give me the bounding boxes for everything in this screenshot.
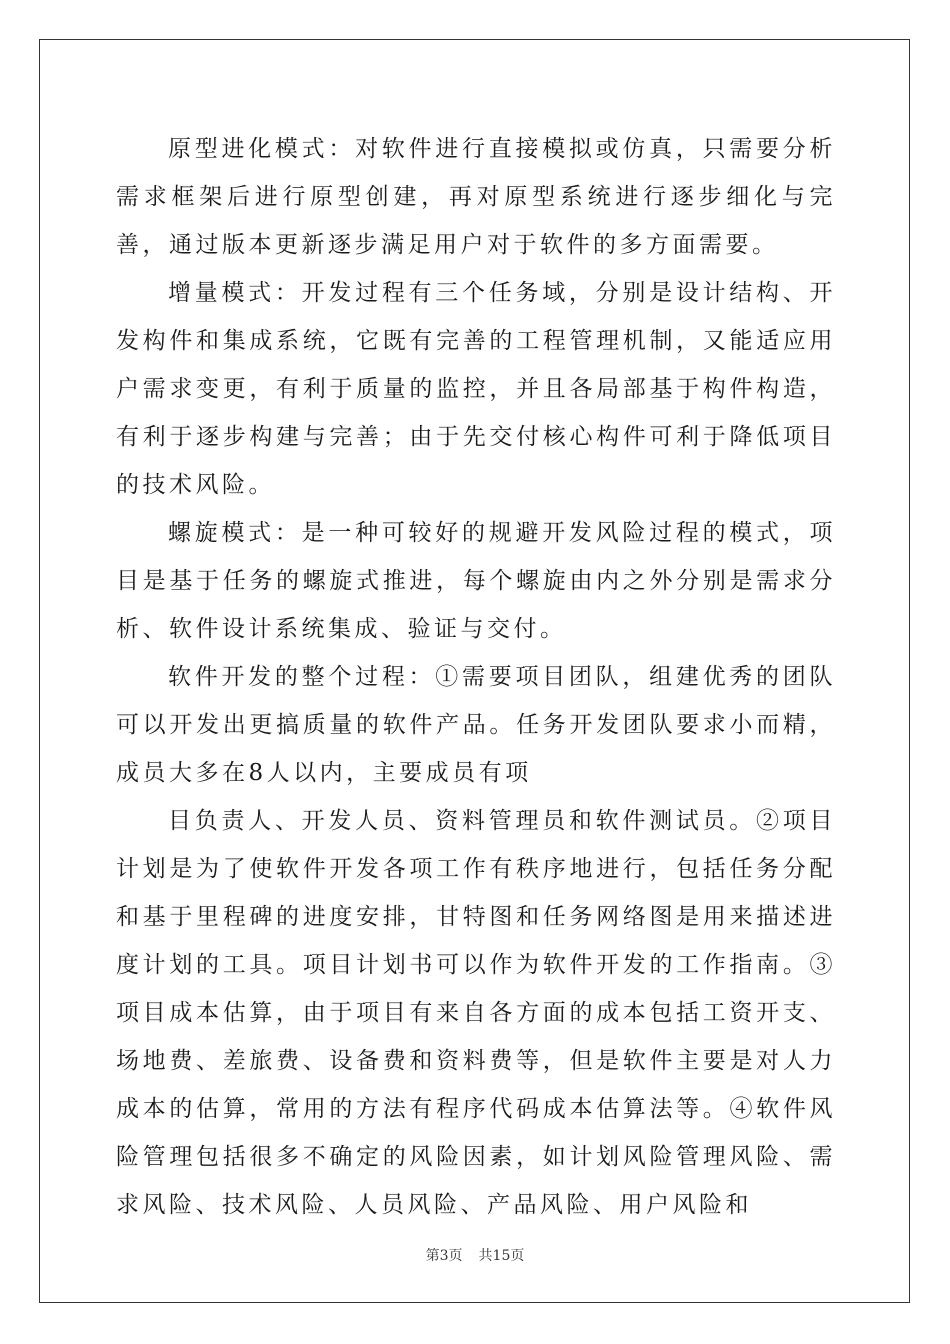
page-total: 共15页 [478, 1248, 525, 1264]
page-number: 第3页 [425, 1248, 463, 1264]
paragraph-prototype-model: 原型进化模式：对软件进行直接模拟或仿真，只需要分析需求框架后进行原型创建，再对原型系统进行逐步细化与完善，通过版本更新逐步满足用户对于软件的多方面需要。 [116, 136, 836, 258]
paragraph-project-management: 目负责人、开发人员、资料管理员和软件测试员。②项目计划是为了使软件开发各项工作有秩序地进行，包括任务分配和基于里程碑的进度安排，甘特图和任务网络图是用来描述进度计划的工具。项目计划书可以作为软件开发的工作指南。③项目成本估算，由于项目有来自各方面的成本包括工资开支、场地费、差旅费、设备费和资料费等，但是软件主要是对人力成本的估算，常用的方法有程序代码成本估算法等。④软件风险管理包括很多不确定的风险因素，如计划风险管理风险、需求风险、技术风险、人员风险、产品风险、用户风险和 [116, 808, 836, 1218]
page-footer [0, 1245, 950, 1265]
paragraph-development-process: 软件开发的整个过程：①需要项目团队，组建优秀的团队可以开发出更搞质量的软件产品。任务开发团队要求小而精，成员大多在8人以内，主要成员有项 [116, 664, 836, 786]
paragraph-incremental-model: 增量模式：开发过程有三个任务域，分别是设计结构、开发构件和集成系统，它既有完善的工程管理机制，又能适应用户需求变更，有利于质量的监控，并且各局部基于构件构造，有利于逐步构建与完善；由于先交付核心构件可利于降低项目的技术风险。 [116, 280, 836, 498]
document-body [116, 125, 836, 1229]
paragraph-spiral-model: 螺旋模式：是一种可较好的规避开发风险过程的模式，项目是基于任务的螺旋式推进，每个螺旋由内之外分别是需求分析、软件设计系统集成、验证与交付。 [116, 520, 836, 642]
